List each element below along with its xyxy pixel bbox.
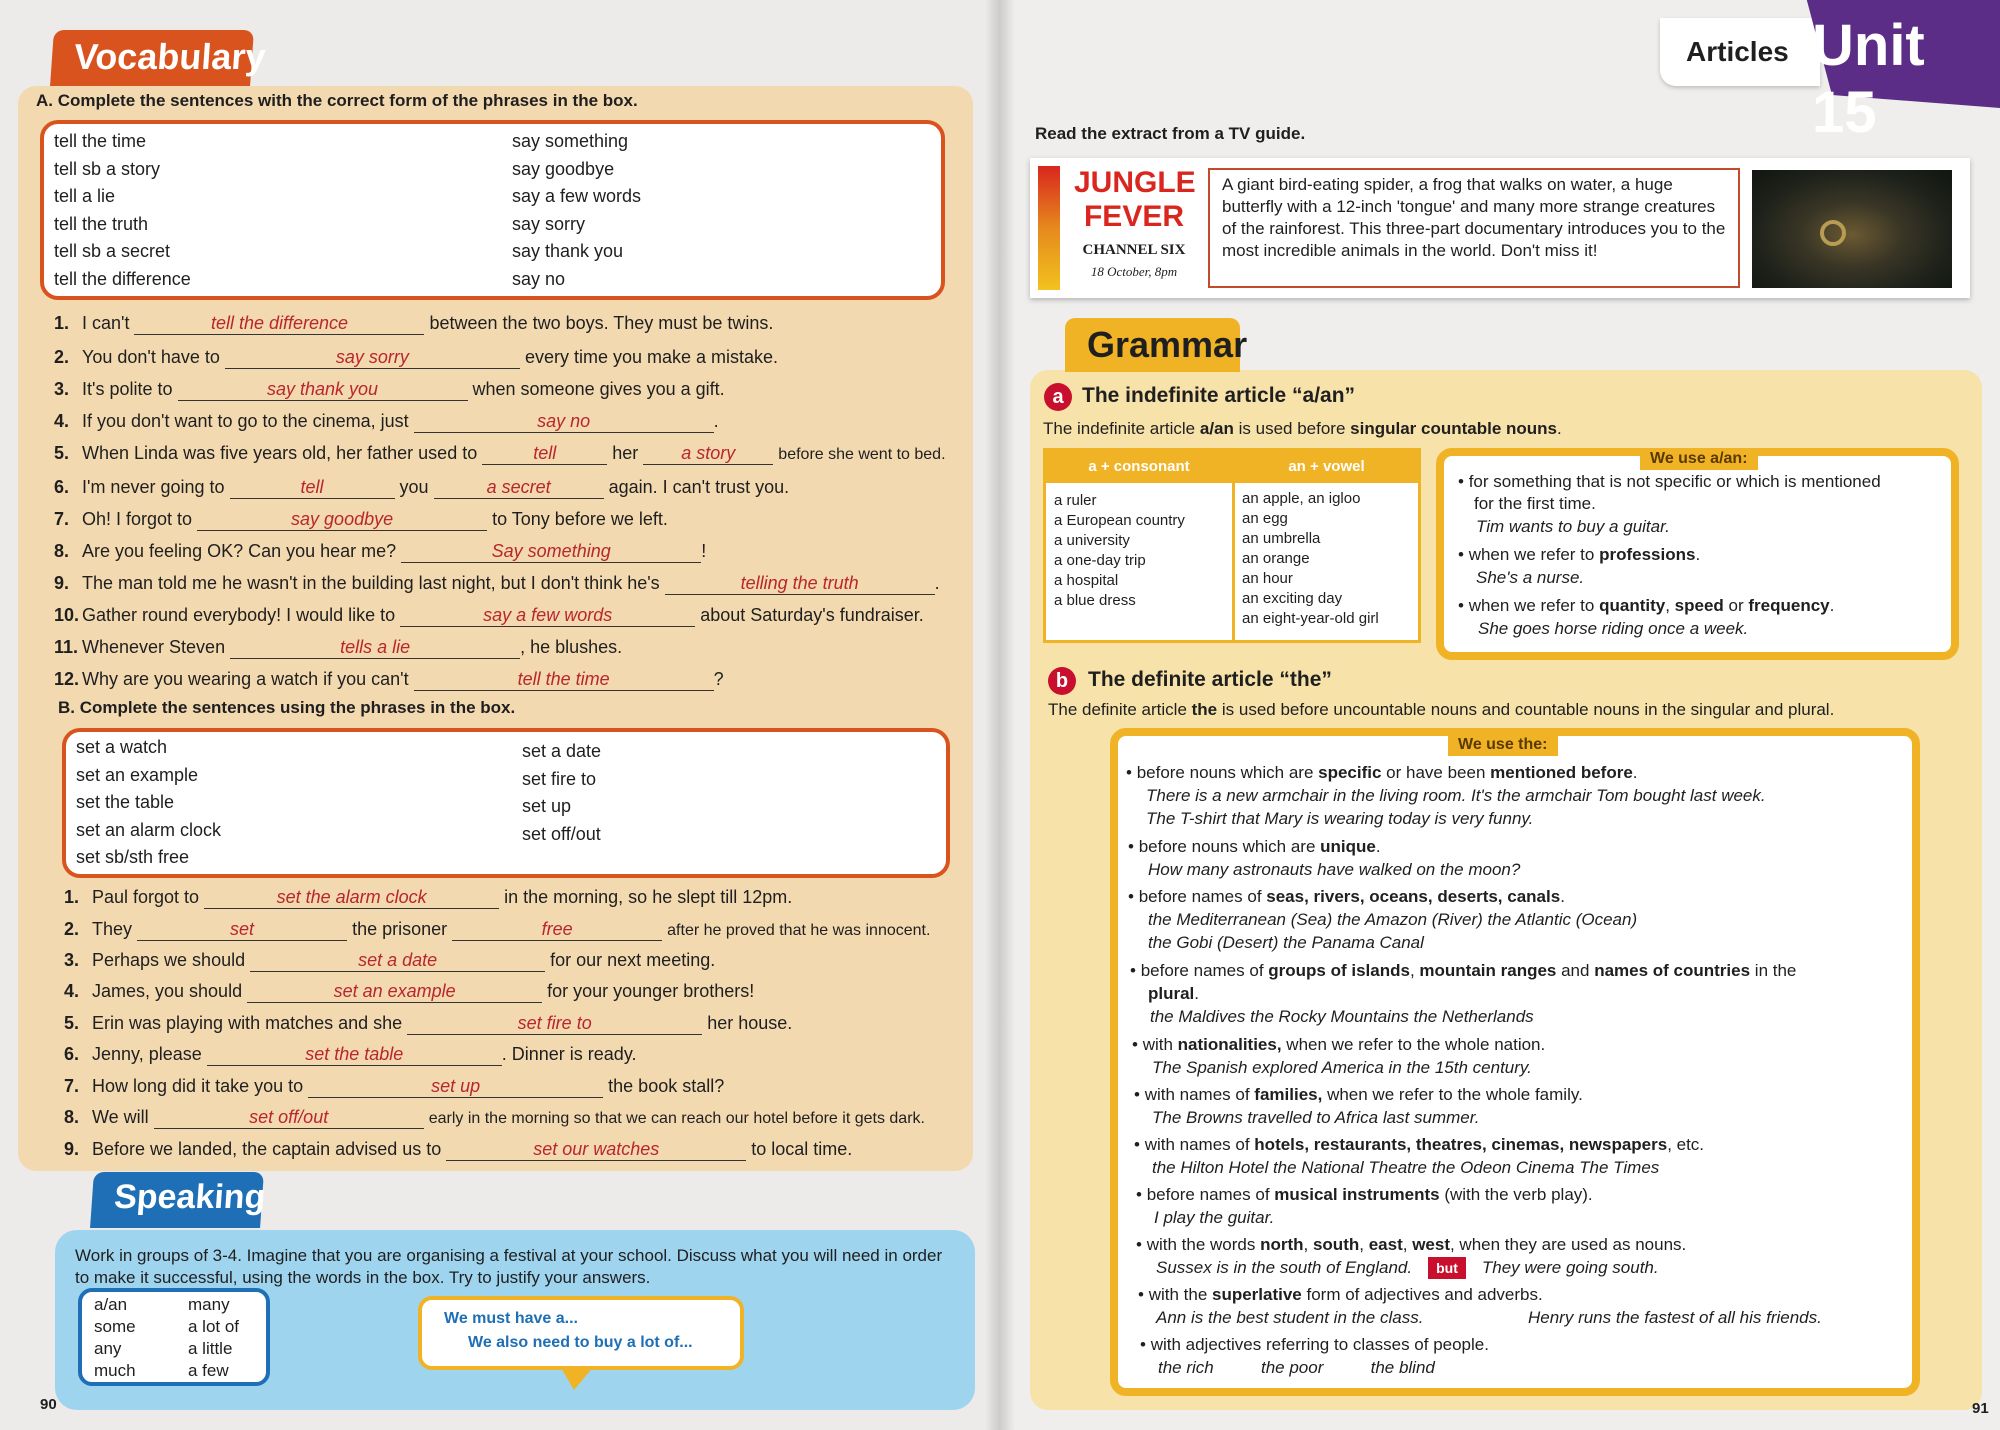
answer-blank[interactable]: tell [230,476,395,499]
rule-b-4-example: the Maldives the Rocky Mountains the Netherlands [1150,1007,1534,1026]
answer-blank[interactable]: say a few words [400,604,695,627]
rule-b-1: • before nouns which are specific or have been mentioned before. [1126,763,1638,782]
table-cell: a blue dress [1054,592,1136,609]
answer-blank[interactable]: a secret [434,476,604,499]
exercise-a-4: 4. If you don't want to go to the cinema, just say no . [54,411,719,431]
rule-b-2: • before nouns which are unique. [1128,837,1381,856]
phrase-item: say something [512,131,629,151]
rule-b-10-example: Ann is the best student in the class. [1156,1308,1424,1327]
rule-a-2-example: She's a nurse. [1476,568,1585,587]
table-col-consonant [1054,491,1185,611]
phrase-box-b-col2 [522,738,601,848]
answer-blank[interactable]: say sorry [225,346,520,369]
answer-blank[interactable]: tell [482,442,607,465]
word-item: a little [188,1339,233,1358]
phrase-item: set the table [76,792,175,812]
phrase-item: set off/out [522,823,601,844]
answer-blank[interactable]: free [452,918,662,941]
exercise-b-9: 9. Before we landed, the captain advised us to set our watches to local time. [64,1139,853,1159]
word-item: any [94,1339,122,1358]
phrase-item: tell sb a secret [54,241,171,261]
rule-b-10: • with the superlative form of adjectives and adverbs. [1138,1285,1543,1304]
page-number-left: 90 [40,1396,57,1413]
phrase-item: set a watch [76,737,168,757]
table-cell: an orange [1242,550,1310,567]
table-cell: a one-day trip [1054,552,1146,569]
exercise-a-8: 8. Are you feeling OK? Can you hear me? Say something ! [54,541,707,561]
phrase-box-a [40,120,945,300]
rule-a-2: • when we refer to professions. [1458,545,1701,564]
speech-bubble-tail [560,1366,594,1390]
phrase-item: tell the truth [54,213,149,234]
exercise-a-10: 10. Gather round everybody! I would like to say a few words about Saturday's fundraiser. [54,605,924,625]
rule-b-8: • before names of musical instruments (with the verb play). [1136,1185,1593,1204]
phrase-item: tell the time [54,131,147,151]
phrase-item: say thank you [512,241,624,261]
tv-guide-color-bar [1038,166,1060,290]
answer-blank[interactable]: set off/out [154,1106,424,1129]
answer-blank[interactable]: set our watches [446,1138,746,1161]
page-number-right: 91 [1972,1400,1989,1417]
rule-a-1-example: Tim wants to buy a guitar. [1476,517,1670,536]
butterfly-photo [1752,170,1952,288]
speaking-tab: Speaking [90,1172,264,1228]
table-cell: a ruler [1054,492,1097,509]
rule-b-11: • with adjectives referring to classes of people. [1140,1335,1489,1354]
answer-blank[interactable]: set the table [207,1043,502,1066]
exercise-b-7: 7. How long did it take you to set up the book stall? [64,1076,725,1096]
vocabulary-tab: Vocabulary [50,30,254,86]
table-cell: an egg [1242,510,1288,527]
table-cell: an umbrella [1242,530,1321,547]
phrase-item: set a date [522,741,602,761]
answer-blank[interactable]: set fire to [407,1012,702,1035]
section-a-label: a [1044,383,1072,411]
table-cell: an eight-year-old girl [1242,610,1379,627]
use-a-an-title: We use a/an: [1640,448,1758,470]
phrase-item: set up [522,796,572,816]
rule-b-1-example: There is a new armchair in the living room. It's the armchair Tom bought last week. [1146,786,1766,805]
rule-a-3-example: She goes horse riding once a week. [1478,619,1749,638]
rule-a-1-line2: for the first time. [1474,494,1596,513]
exercise-a-6: 6. I'm never going to tell you a secret again. I can't trust you. [54,477,790,497]
rule-b-1-example: The T-shirt that Mary is wearing today is very funny. [1146,809,1534,828]
read-instruction: Read the extract from a TV guide. [1035,124,1306,143]
word-item: some [94,1317,136,1336]
exercise-b-8: 8. We will set off/out early in the morning so that we can reach our hotel before it gets dark. [64,1107,925,1127]
phrase-item: set an example [76,764,199,785]
table-header-vowel: an + vowel [1235,451,1418,483]
answer-blank[interactable]: say thank you [178,378,468,401]
tv-date: 18 October, 8pm [1090,264,1178,279]
rule-b-5: • with nationalities, when we refer to the whole nation. [1132,1035,1546,1054]
section-a-instruction: A. Complete the sentences with the correct form of the phrases in the box. [36,91,638,110]
answer-blank[interactable]: set an example [247,980,542,1003]
use-the-title: We use the: [1448,734,1558,756]
exercise-b-3: 3. Perhaps we should set a date for our next meeting. [64,950,716,970]
rule-b-6-example: The Browns travelled to Africa last summer. [1152,1108,1480,1127]
rule-b-4: • before names of groups of islands, mountain ranges and names of countries in the [1130,961,1797,980]
answer-blank[interactable]: set [137,918,347,941]
word-item: a lot of [188,1317,240,1336]
phrase-item: set fire to [522,768,597,789]
exercise-a-1: 1. I can't tell the difference between the two boys. They must be twins. [54,313,774,333]
answer-blank[interactable]: say no [414,410,714,433]
section-b-heading: The definite article “the” [1088,668,1332,691]
exercise-a-2: 2. You don't have to say sorry every time you make a mistake. [54,347,779,367]
exercise-a-12: 12. Why are you wearing a watch if you can't tell the time ? [54,669,724,689]
phrase-item: say sorry [512,213,586,234]
but-badge: but [1428,1257,1466,1279]
bubble-line-2: We also need to buy a lot of... [468,1334,693,1351]
table-cell: a European country [1054,512,1185,529]
phrase-box-a-col2 [512,128,641,293]
table-cell: a hospital [1054,572,1119,589]
section-b-instruction: B. Complete the sentences using the phrases in the box. [58,698,516,717]
rule-b-7-example: the Hilton Hotel the National Theatre the Odeon Cinema The Times [1152,1158,1660,1177]
phrase-item: say goodbye [512,158,615,179]
exercise-a-11: 11. Whenever Steven tells a lie , he blushes. [54,637,623,657]
answer-blank[interactable]: set the alarm clock [204,886,499,909]
articles-label: Articles [1686,36,1789,67]
table-cell: an exciting day [1242,590,1343,607]
exercise-b-2: 2. They set the prisoner free after he proved that he was innocent. [64,919,931,939]
butterfly-eyespot [1820,220,1846,246]
rule-a-1: • for something that is not specific or which is mentioned [1458,472,1881,491]
section-a-intro: The indefinite article a/an is used before singular countable nouns. [1043,419,1562,438]
phrase-item: set sb/sth free [76,847,190,867]
word-item: a/an [94,1295,128,1314]
phrase-item: tell a lie [54,186,116,206]
exercise-b-6: 6. Jenny, please set the table . Dinner is ready. [64,1044,637,1064]
table-col-vowel [1242,489,1379,629]
tv-guide-text: A giant bird-eating spider, a frog that walks on water, a huge butterfly with a 12-inch 'tongue' and many more strange creatures of the rainforest. This three-part documentary introduces you to the most incredible animals in the world. Don't miss it! [1208,168,1740,288]
table-cell: an apple, an igloo [1242,490,1361,507]
answer-blank[interactable]: tell the difference [134,312,424,335]
exercise-b-5: 5. Erin was playing with matches and she set fire to her house. [64,1013,793,1033]
exercise-a-7: 7. Oh! I forgot to say goodbye to Tony before we left. [54,509,668,529]
table-header-consonant: a + consonant [1046,451,1232,483]
phrase-item: tell the difference [54,268,191,289]
phrase-item: tell sb a story [54,158,161,179]
phrase-item: say a few words [512,186,642,206]
section-b-label: b [1048,667,1076,695]
rule-b-3-example: the Gobi (Desert) the Panama Canal [1148,933,1424,952]
answer-blank[interactable]: tell the time [414,668,714,691]
table-cell: an hour [1242,570,1293,587]
phrase-item: set an alarm clock [76,819,222,840]
rule-b-6: • with names of families, when we refer to the whole family. [1134,1085,1583,1104]
speech-bubble [418,1296,744,1370]
exercise-b-1: 1. Paul forgot to set the alarm clock in the morning, so he slept till 12pm. [64,887,793,907]
tv-channel: CHANNEL SIX [1082,242,1186,258]
book-gutter [985,0,1015,1430]
exercise-a-3: 3. It's polite to say thank you when someone gives you a gift. [54,379,725,399]
exercise-a-9: 9. The man told me he wasn't in the building last night, but I don't think he's telling the truth . [54,573,940,593]
answer-blank[interactable]: a story [643,442,773,465]
table-cell: a university [1054,532,1130,549]
rule-b-4-line2: plural. [1148,984,1200,1003]
answer-blank[interactable]: set a date [250,949,545,972]
phrase-box-b-col1 [76,734,221,872]
speaking-word-box [78,1288,270,1386]
rule-b-10-example: Henry runs the fastest of all his friends. [1528,1308,1822,1327]
speaking-instruction: Work in groups of 3-4. Imagine that you are organising a festival at your school. Discuss what you will need in order to make it successful, using the words in the box. Try to justify your answers. [75,1246,943,1287]
phrase-box-b [62,728,950,878]
bubble-line-1: We must have a... [444,1310,578,1327]
unit-title: Unit 15 [1812,13,1925,145]
word-item: many [188,1295,230,1314]
word-item: a few [188,1361,229,1380]
exercise-a-5: 5. When Linda was five years old, her father used to tell her a story before she went to bed. [54,443,946,463]
rule-b-7: • with names of hotels, restaurants, theatres, cinemas, newspapers, etc. [1134,1135,1705,1154]
rule-b-11-example: the rich the poor the blind [1158,1358,1435,1377]
rule-b-9: • with the words north, south, east, west, when they are used as nouns. [1136,1235,1687,1254]
section-a-heading: The indefinite article “a/an” [1082,384,1356,407]
phrase-item: say no [512,268,566,289]
answer-blank[interactable]: Say something [401,540,701,563]
table-divider [1232,448,1235,643]
phrase-box-a-col1 [54,128,191,293]
rule-b-9-example: Sussex is in the south of England. but They were going south. [1156,1258,1659,1277]
exercise-b-4: 4. James, you should set an example for your younger brothers! [64,981,755,1001]
rule-b-2-example: How many astronauts have walked on the moon? [1148,860,1521,879]
section-b-intro: The definite article the is used before uncountable nouns and countable nouns in the singular and plural. [1048,700,1835,719]
grammar-tab: Grammar [1065,318,1240,372]
answer-blank[interactable]: telling the truth [665,572,935,595]
rule-b-5-example: The Spanish explored America in the 15th century. [1152,1058,1532,1077]
answer-blank[interactable]: set up [308,1075,603,1098]
rule-b-3-example: the Mediterranean (Sea) the Amazon (River) the Atlantic (Ocean) [1148,910,1638,929]
answer-blank[interactable]: tells a lie [230,636,520,659]
tv-show-title: JUNGLE FEVER [1074,166,1196,233]
rule-b-3: • before names of seas, rivers, oceans, deserts, canals. [1128,887,1565,906]
word-item: much [94,1361,136,1380]
rule-b-8-example: I play the guitar. [1154,1208,1275,1227]
answer-blank[interactable]: say goodbye [197,508,487,531]
rule-a-3: • when we refer to quantity, speed or frequency. [1458,596,1835,615]
